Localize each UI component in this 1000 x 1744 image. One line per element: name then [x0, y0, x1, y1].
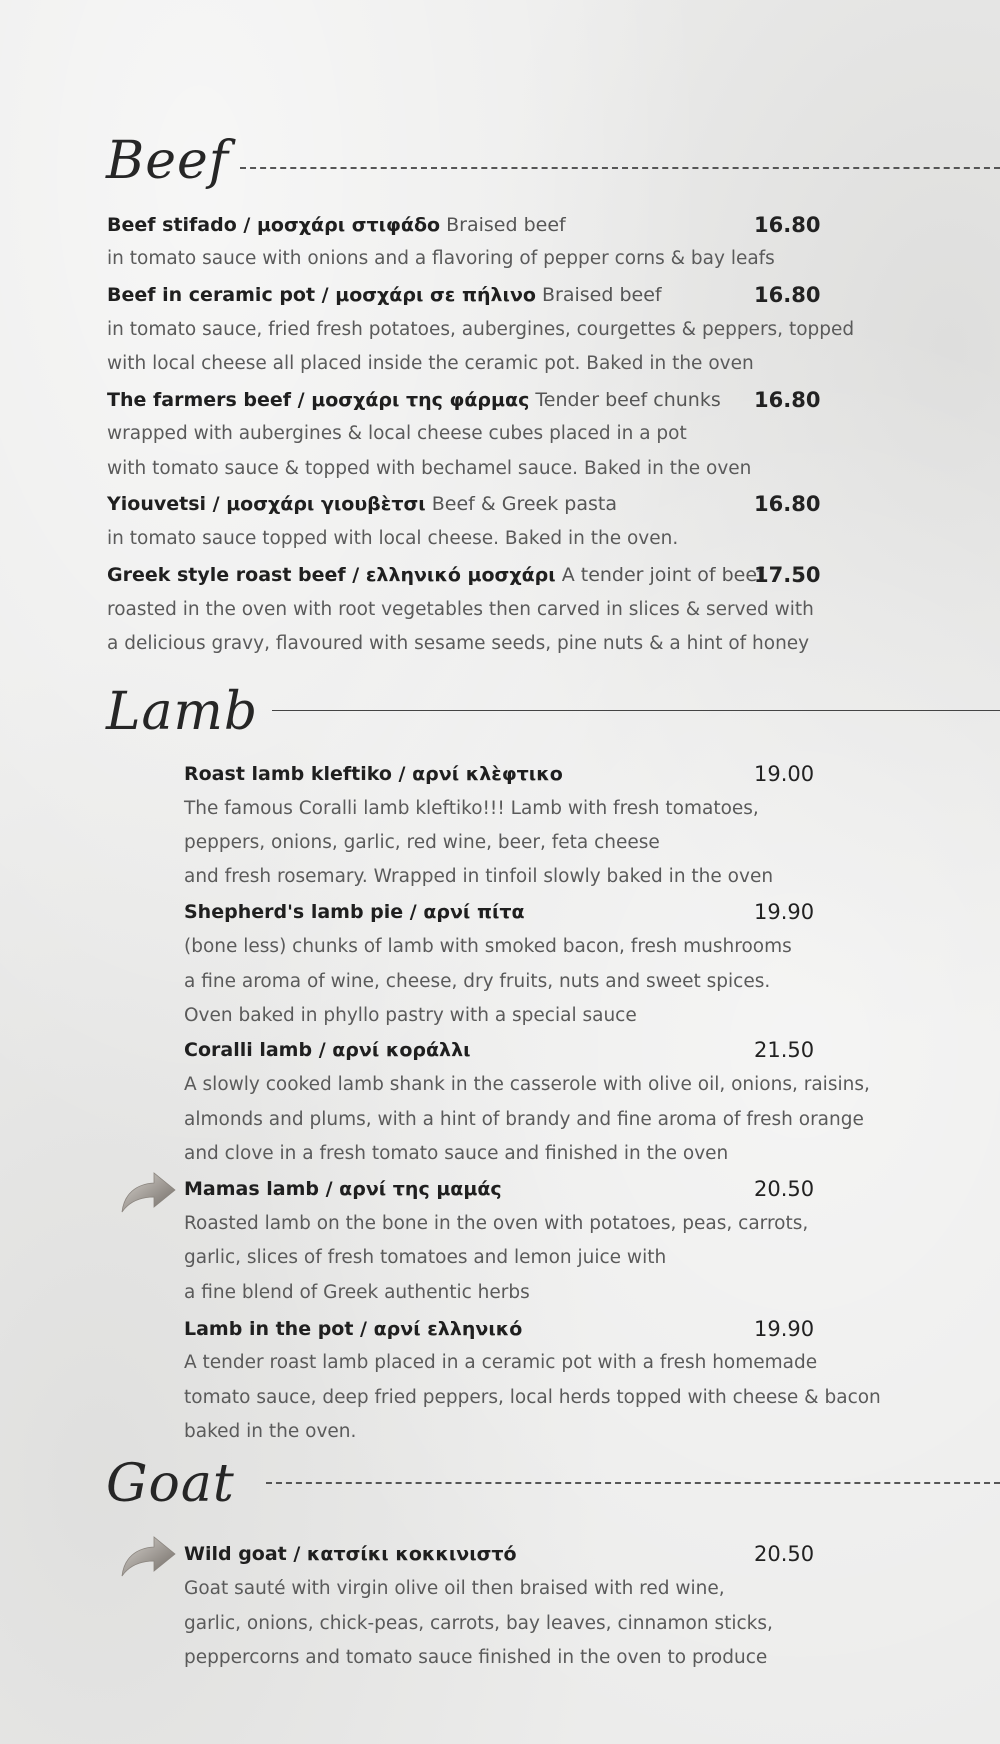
item-inline-desc: Beef & Greek pasta [431, 493, 617, 515]
item-desc: roasted in the oven with root vegetables then carved in slices & served with [107, 599, 814, 620]
item-desc: peppercorns and tomato sauce finished in the oven to produce [184, 1647, 768, 1668]
item-name: Shepherd's lamb pie / αρνί πίτα [184, 901, 525, 923]
curved-arrow-icon [120, 1170, 176, 1214]
item-price: 16.80 [754, 492, 821, 516]
section-title-lamb: Lamb [106, 682, 259, 742]
item-inline-desc: Tender beef chunks [535, 389, 721, 411]
item-desc: almonds and plums, with a hint of brandy and fine aroma of fresh orange [184, 1109, 864, 1130]
item-inline-desc: Braised beef [542, 284, 662, 306]
item-inline-desc: A tender joint of beef [561, 564, 764, 586]
item-name: Coralli lamb / αρνί κοράλλι [184, 1039, 471, 1061]
item-price: 16.80 [754, 213, 821, 237]
item-desc: with local cheese all placed inside the ceramic pot. Baked in the oven [107, 353, 754, 374]
item-name: Beef in ceramic pot / μοσχάρι σε πήλινο [107, 284, 536, 306]
section-divider-beef [240, 167, 1000, 169]
item-desc: a delicious gravy, flavoured with sesame seeds, pine nuts & a hint of honey [107, 633, 810, 654]
item-name: The farmers beef / μοσχάρι της φάρμας [107, 389, 530, 411]
menu-item-farmers-beef [107, 388, 721, 412]
item-price: 19.90 [754, 900, 815, 924]
item-price: 16.80 [754, 283, 821, 307]
item-desc: and clove in a fresh tomato sauce and finished in the oven [184, 1143, 729, 1164]
item-inline-desc: Braised beef [446, 214, 566, 236]
item-name: Lamb in the pot / αρνί ελληνικό [184, 1318, 523, 1340]
item-name: Yiouvetsi / μοσχάρι γιουβὲτσι [107, 493, 426, 515]
item-desc: Goat sauté with virgin olive oil then braised with red wine, [184, 1578, 725, 1599]
item-name: Wild goat / κατσίκι κοκκινιστό [184, 1543, 517, 1565]
item-desc: peppers, onions, garlic, red wine, beer, feta cheese [184, 832, 660, 853]
item-desc: The famous Coralli lamb kleftiko!!! Lamb with fresh tomatoes, [184, 798, 759, 819]
item-desc: Oven baked in phyllo pastry with a special sauce [184, 1005, 637, 1026]
item-desc: A tender roast lamb placed in a ceramic pot with a fresh homemade [184, 1352, 818, 1373]
item-desc: wrapped with aubergines & local cheese cubes placed in a pot [107, 423, 687, 444]
item-name: Beef stifado / μοσχάρι στιφάδο [107, 214, 441, 236]
item-desc: in tomato sauce, fried fresh potatoes, aubergines, courgettes & peppers, topped [107, 319, 855, 340]
item-desc: garlic, slices of fresh tomatoes and lemon juice with [184, 1247, 667, 1268]
item-desc: A slowly cooked lamb shank in the casserole with olive oil, onions, raisins, [184, 1074, 870, 1095]
menu-item-wild-goat [184, 1542, 517, 1566]
menu-item-mamas-lamb [184, 1177, 502, 1201]
menu-item-beef-ceramic-pot [107, 283, 662, 307]
section-divider-goat [266, 1482, 1000, 1484]
item-desc: and fresh rosemary. Wrapped in tinfoil slowly baked in the oven [184, 866, 774, 887]
item-price: 17.50 [754, 563, 821, 587]
item-desc: a fine blend of Greek authentic herbs [184, 1282, 530, 1303]
item-price: 20.50 [754, 1177, 815, 1201]
menu-item-roast-lamb-kleftiko [184, 762, 563, 786]
item-name: Mamas lamb / αρνί της μαμάς [184, 1178, 502, 1200]
section-title-goat: Goat [106, 1454, 235, 1514]
section-divider-lamb [272, 710, 1000, 711]
item-desc: in tomato sauce topped with local cheese. Baked in the oven. [107, 528, 679, 549]
section-title-beef: Beef [106, 131, 230, 191]
curved-arrow-icon [120, 1534, 176, 1578]
item-desc: (bone less) chunks of lamb with smoked bacon, fresh mushrooms [184, 936, 792, 957]
menu-item-shepherds-lamb-pie [184, 900, 525, 924]
item-price: 20.50 [754, 1542, 815, 1566]
item-desc: baked in the oven. [184, 1421, 357, 1442]
item-price: 16.80 [754, 388, 821, 412]
menu-item-lamb-in-the-pot [184, 1317, 522, 1341]
item-desc: tomato sauce, deep fried peppers, local herds topped with cheese & bacon [184, 1387, 881, 1408]
item-desc: with tomato sauce & topped with bechamel sauce. Baked in the oven [107, 458, 752, 479]
item-price: 19.00 [754, 762, 815, 786]
item-desc: in tomato sauce with onions and a flavoring of pepper corns & bay leafs [107, 248, 775, 269]
menu-item-yiouvetsi [107, 492, 617, 516]
menu-item-beef-stifado [107, 213, 566, 237]
item-name: Roast lamb kleftiko / αρνί κλὲφτικο [184, 763, 563, 785]
item-desc: Roasted lamb on the bone in the oven with potatoes, peas, carrots, [184, 1213, 809, 1234]
item-name: Greek style roast beef / ελληνικό μοσχάρι [107, 564, 556, 586]
item-price: 21.50 [754, 1038, 815, 1062]
item-desc: a fine aroma of wine, cheese, dry fruits, nuts and sweet spices. [184, 971, 771, 992]
menu-item-coralli-lamb [184, 1038, 471, 1062]
item-desc: garlic, onions, chick-peas, carrots, bay leaves, cinnamon sticks, [184, 1613, 773, 1634]
menu-item-greek-roast-beef [107, 563, 764, 587]
item-price: 19.90 [754, 1317, 815, 1341]
